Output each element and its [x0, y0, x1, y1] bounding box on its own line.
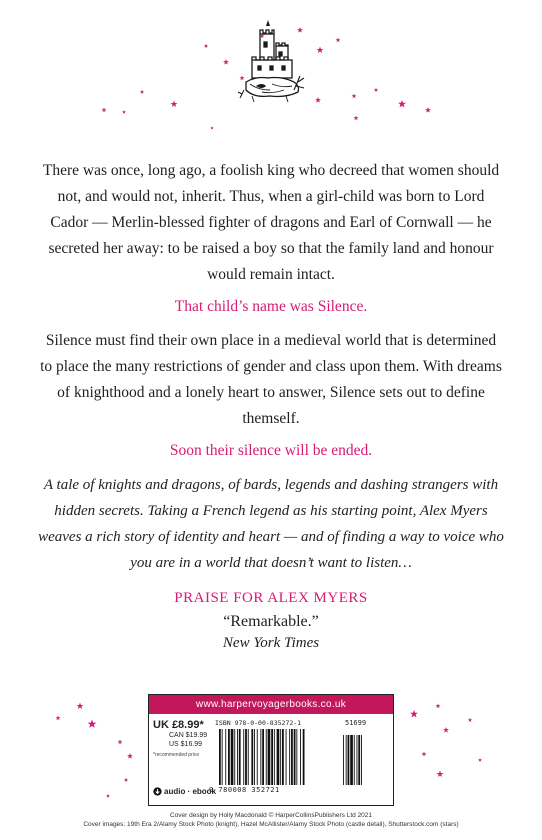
italic-text: A tale of knights and dragons, of bards, legends and dashing strangers with hidden secrets. Taking a French legend as his starting point, Alex Myers weaves a rich story of identity and heart — and of finding a way to voice who you are in a world that doesn’t want to listen…: [38, 477, 504, 571]
star-icon: [398, 100, 406, 107]
credit-line-1: Cover design by Holly Macdonald © HarperCollinsPublishers Ltd 2021: [169, 812, 373, 819]
star-icon: [354, 116, 359, 121]
star-icon: [204, 44, 209, 48]
star-icon: [468, 718, 473, 722]
star-icon: [122, 110, 126, 114]
praise-section: [40, 590, 502, 652]
star-icon: [124, 778, 129, 782]
blurb-paragraph-2: [40, 328, 502, 432]
price-can: CAN $19.99: [169, 732, 208, 739]
star-icon: [410, 710, 418, 717]
star-icon: [315, 97, 321, 103]
highlight-text: That child’s name was Silence.: [174, 298, 368, 315]
blurb-text: There was once, long ago, a foolish king who decreed that women should not, and would not, inherit. Thus, when a girl-child was born to Lord Cador — Merlin-blessed fighter of dragons and Earl of Cornwall — he secreted her away: to be raised a boy so that the family land and honour would remain intact.: [42, 162, 500, 283]
blurb-highlight-1: [40, 294, 502, 320]
star-icon: [336, 38, 341, 43]
blurb-highlight-2: [40, 438, 502, 464]
star-icon: [478, 758, 482, 762]
audio-ebook-label: [153, 787, 216, 796]
praise-source: New York Times: [222, 635, 320, 651]
isbn-number: ISBN 978-0-00-835272-1: [215, 719, 302, 727]
star-icon: [443, 727, 449, 733]
credit-line-2: Cover images: 19th Era 2/Alamy Stock Photo (knight), Hazel McAllister/Alamy Stock Photo (castle detail), Shutterstock.com (stars): [83, 821, 459, 828]
star-icon: [436, 704, 441, 709]
star-icon: [140, 90, 145, 94]
highlight-text: Soon their silence will be ended.: [169, 442, 373, 459]
star-icon: [106, 794, 110, 798]
price-uk: UK £8.99*: [153, 719, 204, 731]
star-icon: [422, 752, 427, 757]
star-icon: [77, 703, 84, 710]
audio-text: audio · ebook: [164, 787, 216, 796]
star-icon: [88, 720, 97, 728]
star-icon: [118, 740, 123, 745]
star-icon: [352, 94, 357, 99]
praise-quote: “Remarkable.”: [223, 613, 319, 630]
blurb-paragraph-1: [40, 158, 502, 288]
praise-heading: PRAISE FOR ALEX MYERS: [174, 590, 368, 606]
star-icon: [437, 771, 444, 778]
blurb-text: Silence must find their own place in a medieval world that is determined to place the many restrictions of gender and class upon them. With dreams of knighthood and a lonely heart to answer, Silence sets out to define themself.: [40, 332, 502, 427]
blurb-italic: [36, 472, 506, 576]
barcode-panel: [148, 694, 394, 806]
download-icon: [153, 787, 162, 796]
star-icon: [425, 107, 431, 113]
star-icon: [374, 88, 379, 92]
price-us: US $16.99: [169, 741, 203, 748]
star-icon: [171, 101, 178, 108]
star-icon: [317, 47, 324, 54]
rrp-note: *recommended price: [153, 752, 200, 758]
star-icon: [223, 59, 229, 65]
star-icon: [102, 108, 107, 113]
price-list: [153, 719, 209, 758]
website-url[interactable]: www.harpervoyagerbooks.co.uk: [149, 695, 393, 714]
star-icon: [127, 753, 133, 759]
barcode-digits: 9 780008 352721: [209, 786, 280, 794]
cover-credits: [40, 812, 502, 828]
castle-illustration: [232, 12, 312, 112]
price-code: 51699: [345, 719, 367, 727]
star-icon: [56, 716, 61, 721]
barcode-graphic: [215, 729, 385, 785]
star-icon: [210, 126, 214, 129]
